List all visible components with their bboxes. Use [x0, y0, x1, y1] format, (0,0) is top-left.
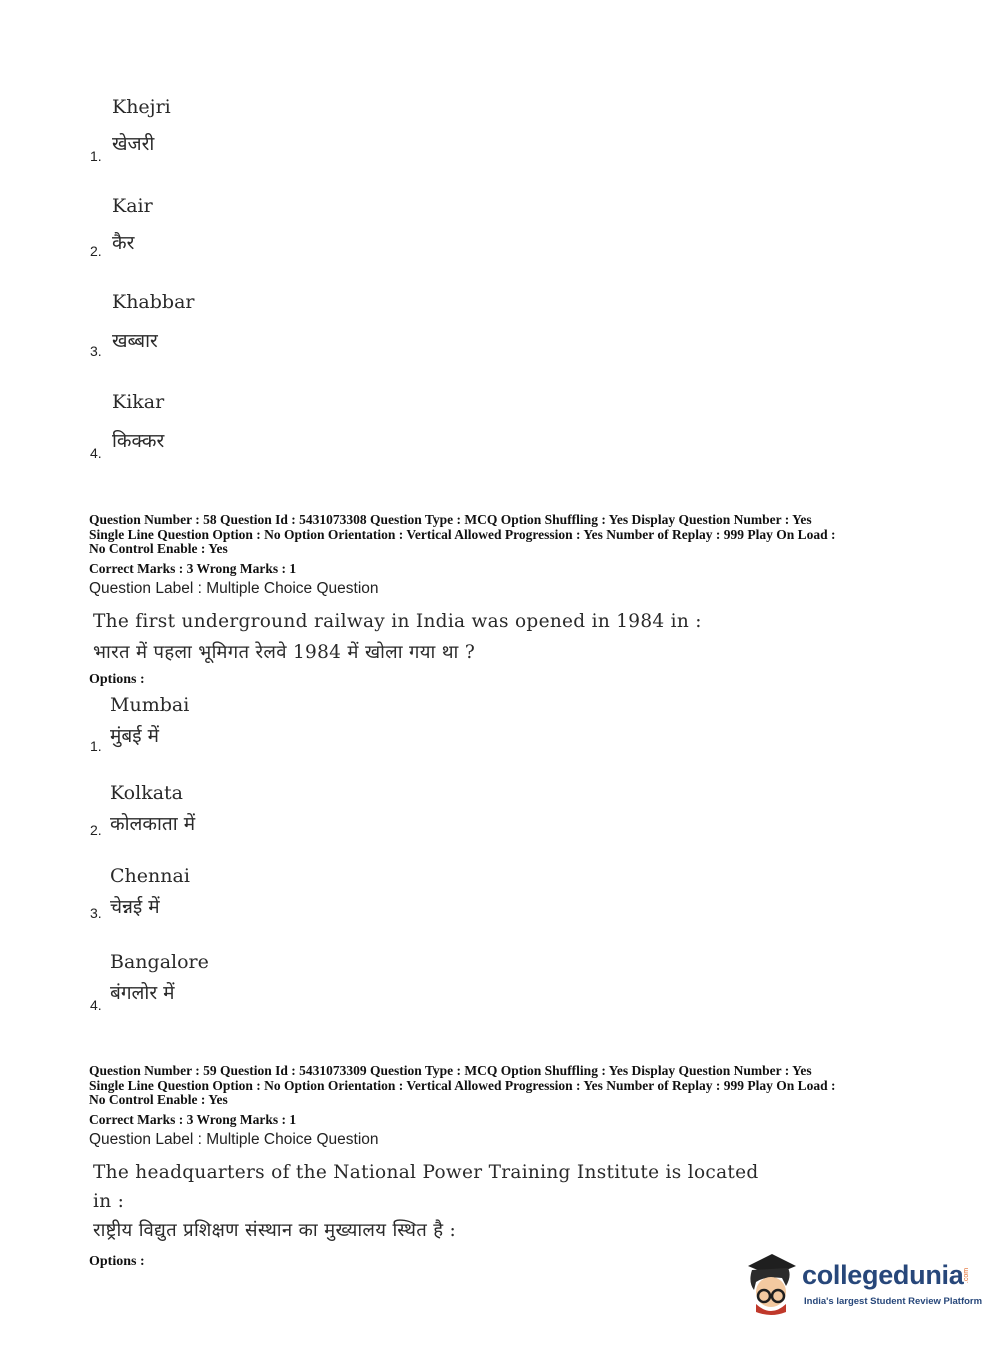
q58-options-label: Options : — [89, 672, 145, 687]
option-text-en: Bangalore — [110, 951, 209, 973]
q58-question-label: Question Label : Multiple Choice Question — [89, 580, 379, 597]
option-text-hi: चेन्नई में — [110, 896, 160, 918]
option-number: 2. — [90, 822, 102, 838]
logo-brand-text: collegedunia — [802, 1260, 964, 1290]
q58-question-text-hi: भारत में पहला भूमिगत रेलवे 1984 में खोला गया था ? — [93, 642, 476, 663]
option-number: 3. — [90, 905, 102, 921]
logo-com-text: .com — [963, 1267, 971, 1284]
option-text-en: Khabbar — [112, 291, 195, 313]
q59-question-text-en: The headquarters of the National Power Training Institute is located — [93, 1162, 759, 1183]
option-text-hi: कोलकाता में — [110, 813, 196, 835]
option-text-en: Chennai — [110, 865, 190, 887]
option-number: 4. — [90, 445, 102, 461]
option-text-en: Mumbai — [110, 694, 190, 716]
option-text-hi: किक्कर — [112, 430, 165, 452]
meta-line: Single Line Question Option : No Option Orientation : Vertical Allowed Progression : Yes Number of Replay : 999 Play On Load : — [89, 526, 836, 542]
option-text-hi: कैर — [112, 232, 135, 254]
q59-question-label: Question Label : Multiple Choice Question — [89, 1131, 379, 1148]
option-number: 2. — [90, 243, 102, 259]
option-number: 1. — [90, 148, 102, 164]
option-text-en: Kikar — [112, 391, 165, 413]
option-text-en: Khejri — [112, 96, 171, 118]
option-text-hi: बंगलोर में — [110, 982, 175, 1004]
q58-question-text-en: The first underground railway in India was opened in 1984 in : — [93, 611, 702, 632]
q58-metadata — [89, 513, 919, 557]
option-text-hi: मुंबई में — [110, 725, 159, 747]
option-number: 3. — [90, 343, 102, 359]
q59-question-text-en-cont: in : — [93, 1191, 125, 1212]
option-number: 1. — [90, 738, 102, 754]
meta-line: Single Line Question Option : No Option Orientation : Vertical Allowed Progression : Yes Number of Replay : 999 Play On Load : — [89, 1077, 836, 1093]
q58-marks: Correct Marks : 3 Wrong Marks : 1 — [89, 561, 297, 576]
option-text-en: Kair — [112, 195, 153, 217]
option-text-en: Kolkata — [110, 782, 184, 804]
meta-line: Question Number : 58 Question Id : 5431073308 Question Type : MCQ Option Shuffling : Yes Display Question Number : Yes — [89, 512, 812, 527]
collegedunia-logo — [742, 1252, 983, 1320]
q59-question-text-hi: राष्ट्रीय विद्युत प्रशिक्षण संस्थान का मुख्यालय स्थित है : — [93, 1220, 457, 1241]
meta-line: Question Number : 59 Question Id : 5431073309 Question Type : MCQ Option Shuffling : Yes Display Question Number : Yes — [89, 1063, 812, 1078]
option-text-hi: खेजरी — [112, 133, 155, 155]
q59-metadata — [89, 1064, 919, 1108]
q59-options-label: Options : — [89, 1254, 145, 1269]
q59-marks: Correct Marks : 3 Wrong Marks : 1 — [89, 1112, 297, 1127]
option-number: 4. — [90, 997, 102, 1013]
logo-tagline: India's largest Student Review Platform — [804, 1296, 983, 1307]
meta-line: No Control Enable : Yes — [89, 1092, 228, 1107]
meta-line: No Control Enable : Yes — [89, 541, 228, 556]
option-text-hi: खब्बार — [112, 330, 158, 352]
mascot-icon — [742, 1252, 800, 1316]
